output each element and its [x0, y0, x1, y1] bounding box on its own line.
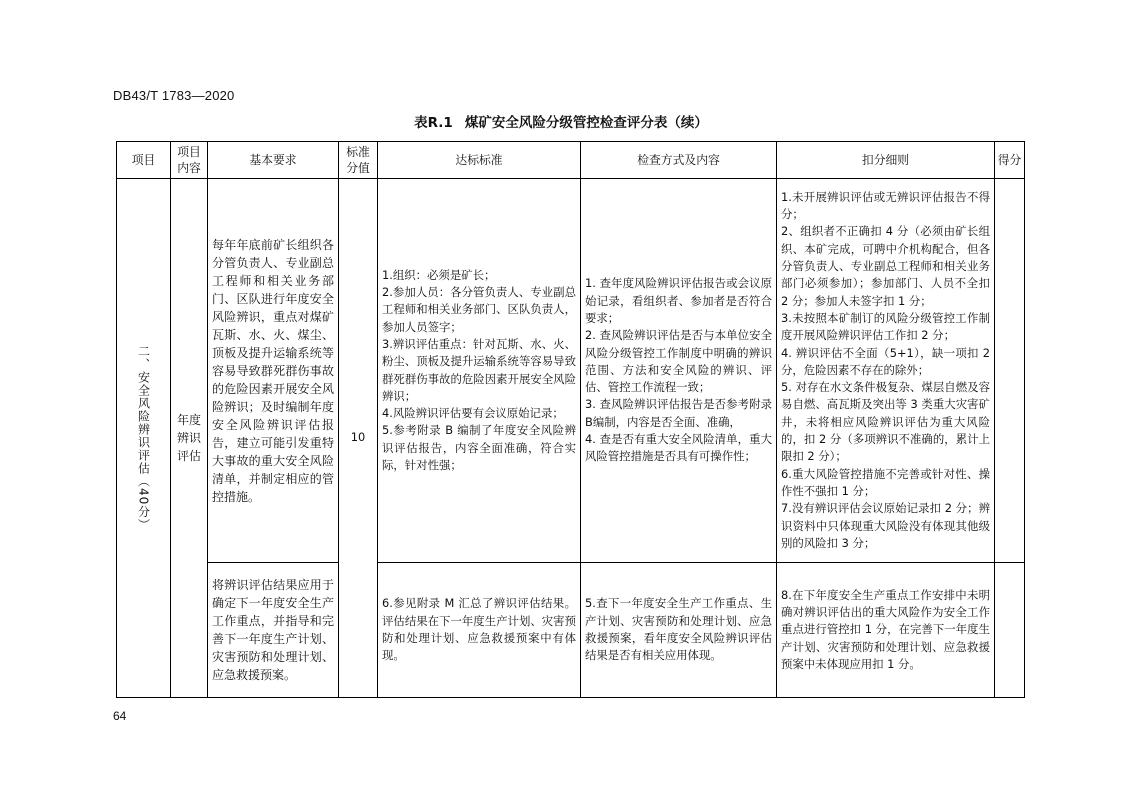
sub-item-text: 年度 辨识 评估 — [176, 412, 201, 463]
col-header-basic-requirement-text: 基本要求 — [249, 153, 297, 167]
deduction-item: 2、组织者不正确扣 4 分（必须由矿长组织、本矿完成，可聘中介机构配合，但各分管负责人、专业副总工程师和相关业务部门必须参加）；参加部门、人员不全扣 2 分；参加人未签字扣 1 分； — [781, 224, 990, 308]
method-item: 3. 查风险辨识评估报告是否参考附录B编制，内容是否全面、准确， — [585, 397, 772, 429]
standard-item: 3.辨识评估重点：针对瓦斯、水、火、粉尘、顶板及提升运输系统等容易导致群死群伤事故的危险因素开展安全风险辨识； — [382, 336, 576, 403]
method-item: 1. 查年度风险辨识评估报告或会议原始记录，看组织者、参加者是否符合要求； — [585, 276, 772, 325]
requirement-text: 每年年底前矿长组织各分管负责人、专业副总工程师和相关业务部门、区队进行年度安全风险辨识，重点对煤矿瓦斯、水、火、煤尘、顶板及提升运输系统等容易导致群死群伤事故的危险因素开展安全风险辨识；及时编制年度安全风险辨识评估报告，建立可能引发重特大事故的重大安全风险清单，并制定相应的管控措施。 — [212, 237, 334, 504]
col-header-score-text: 得分 — [997, 153, 1022, 167]
standard-item: 1.组织：必须是矿长； — [382, 267, 496, 282]
document-code: DB43/T 1783—2020 — [113, 88, 235, 103]
col-header-item-content — [171, 142, 208, 179]
standards-cell — [378, 179, 581, 563]
deduction-item: 7.没有辨识评估会议原始记录扣 2 分；辨识资料中只体现重大风险没有体现其他级别的风险扣 3 分； — [781, 501, 990, 550]
deductions-list — [777, 189, 994, 552]
col-header-score — [995, 142, 1025, 179]
col-header-standard-score — [339, 142, 378, 179]
standard-score-cell — [339, 179, 378, 698]
table-title-text: 煤矿安全风险分级管控检查评分表（续） — [464, 115, 708, 131]
standards-list — [378, 595, 580, 664]
col-header-deduction-rules — [777, 142, 995, 179]
methods-list — [581, 595, 776, 664]
result-cell[interactable] — [995, 179, 1025, 563]
method-item: 2. 查风险辨识评估是否与本单位安全风险分级管控工作制度中明确的辨识范围、方法和安全风险的辨识、评估、管控工作流程一致； — [585, 328, 772, 395]
table-row — [117, 179, 1025, 563]
col-header-item-text: 项目 — [131, 153, 156, 167]
col-header-inspection-method — [581, 142, 777, 179]
standard-item: 4.风险辨识评估要有会议原始记录； — [382, 406, 564, 421]
table-row — [117, 563, 1025, 698]
requirement-text: 将辨识评估结果应用于确定下一年度安全生产工作重点，并指导和完善下一年度生产计划、灾害预防和处理计划、应急救援预案。 — [212, 578, 334, 682]
deductions-cell — [777, 179, 995, 563]
standard-score-value: 10 — [350, 430, 366, 445]
methods-cell — [581, 563, 777, 698]
deduction-item: 3.未按照本矿制订的风险分级管控工作制度开展风险辨识评估工作扣 2 分； — [781, 310, 990, 343]
deduction-item: 5. 对存在水文条件极复杂、煤层自燃及容易自燃、高瓦斯及突出等 3 类重大灾害矿井，未将相应风险辨识评估为重大风险的，扣 2 分（多项辨识不准确的，累计上限扣 2 分）； — [781, 380, 990, 464]
col-header-deduction-rules-text: 扣分细则 — [861, 153, 910, 167]
table-number: 表R.1 — [414, 115, 453, 131]
col-header-standard-score-text: 标准 分值 — [346, 145, 370, 175]
deduction-item: 4. 辨识评估不全面（5+1），缺一项扣 2 分，危险因素不存在的除外； — [781, 345, 990, 377]
category-text: 二、安全风险辨识评估（40分） — [136, 344, 151, 532]
requirement-cell — [208, 563, 339, 698]
col-header-inspection-method-text: 检查方式及内容 — [637, 153, 720, 167]
score-table — [116, 141, 1025, 698]
result-cell[interactable] — [995, 563, 1025, 698]
methods-list — [581, 275, 776, 465]
col-header-compliance-standard-text: 达标标准 — [455, 153, 503, 167]
standards-cell — [378, 563, 581, 698]
deduction-item: 6.重大风险管控措施不完善或针对性、操作性不强扣 1 分； — [781, 466, 990, 498]
table-header-row — [117, 142, 1025, 179]
method-item: 4. 查是否有重大安全风险清单，重大风险管控措施是否具有可操作性； — [585, 432, 772, 464]
standard-item: 5.参考附录 B 编制了年度安全风险辨识评估报告，内容全面准确，符合实际，针对性强； — [382, 423, 576, 472]
method-item: 5.查下一年度安全生产工作重点、生产计划、灾害预防和处理计划、应急救援预案，看年度安全风险辨识评估结果是否有相关应用体现。 — [585, 596, 772, 663]
deduction-item: 8.在下年度安全生产重点工作安排中未明确对辨识评估出的重大风险作为安全工作重点进行管控扣 1 分，在完善下一年度生产计划、灾害预防和处理计划、应急救援预案中未体现应用扣 1 分。 — [781, 587, 990, 671]
deductions-cell — [777, 563, 995, 698]
requirement-cell — [208, 179, 339, 563]
page-number: 64 — [113, 709, 127, 723]
standard-item: 2.参加人员：各分管负责人、专业副总工程师和相关业务部门、区队负责人，参加人员签字； — [382, 285, 576, 334]
standard-item: 6.参见附录 M 汇总了辨识评估结果。评估结果在下一年度生产计划、灾害预防和处理计划、应急救援预案中有体现。 — [382, 596, 576, 663]
col-header-item — [117, 142, 171, 179]
table-title — [0, 111, 1122, 131]
category-cell — [117, 179, 171, 698]
col-header-compliance-standard — [378, 142, 581, 179]
deductions-list — [777, 587, 994, 673]
deduction-item: 1.未开展辨识评估或无辨识评估报告不得分； — [781, 189, 990, 222]
methods-cell — [581, 179, 777, 563]
col-header-basic-requirement — [208, 142, 339, 179]
standards-list — [378, 267, 580, 475]
col-header-item-content-text: 项目 内容 — [177, 145, 201, 175]
sub-item-cell — [171, 179, 208, 698]
